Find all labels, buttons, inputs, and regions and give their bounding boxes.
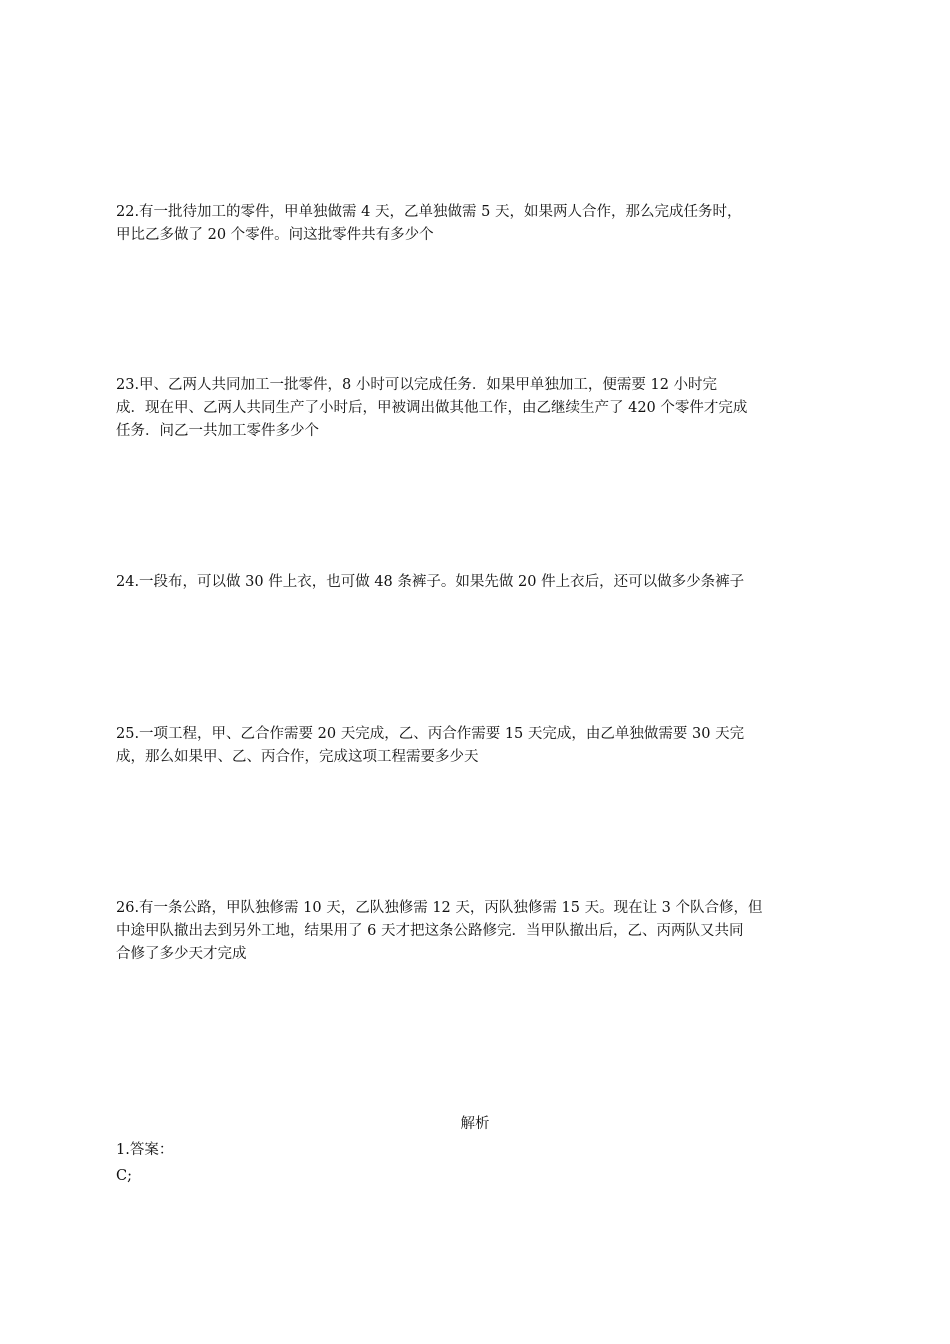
question-line: 24.一段布，可以做 30 件上衣，也可做 48 条裤子。如果先做 20 件上衣后，还可以做多少条裤子	[116, 574, 745, 590]
question-line: 26.有一条公路，甲队独修需 10 天，乙队独修需 12 天，丙队独修需 15 天。现在让 3 个队合修，但	[116, 900, 763, 916]
question-26	[116, 897, 840, 966]
answer-label: 1.答案：	[116, 1142, 174, 1158]
question-line: 23.甲、乙两人共同加工一批零件，8 小时可以完成任务．如果甲单独加工，便需要 12 小时完	[116, 377, 718, 393]
question-line: 甲比乙多做了 20 个零件。问这批零件共有多少个	[116, 227, 434, 243]
answer-value: C;	[116, 1168, 132, 1184]
question-23	[116, 374, 840, 443]
analysis-title: 解析	[460, 1116, 490, 1132]
question-line: 成，那么如果甲、乙、丙合作，完成这项工程需要多少天	[116, 749, 479, 765]
question-24	[116, 571, 840, 594]
question-line: 成．现在甲、乙两人共同生产了小时后，甲被调出做其他工作，由乙继续生产了 420 个零件才完成	[116, 400, 748, 416]
question-line: 22.有一批待加工的零件，甲单独做需 4 天，乙单独做需 5 天，如果两人合作，那么完成任务时，	[116, 204, 742, 220]
answer-block	[116, 1137, 173, 1189]
question-22	[116, 201, 840, 247]
question-line: 合修了多少天才完成	[116, 946, 247, 962]
question-line: 中途甲队撤出去到另外工地，结果用了 6 天才把这条公路修完．当甲队撤出后，乙、丙两队又共同	[116, 923, 744, 939]
question-25	[116, 723, 840, 769]
question-line: 任务．问乙一共加工零件多少个	[116, 423, 319, 439]
question-line: 25.一项工程，甲、乙合作需要 20 天完成，乙、丙合作需要 15 天完成，由乙单独做需要 30 天完	[116, 726, 745, 742]
